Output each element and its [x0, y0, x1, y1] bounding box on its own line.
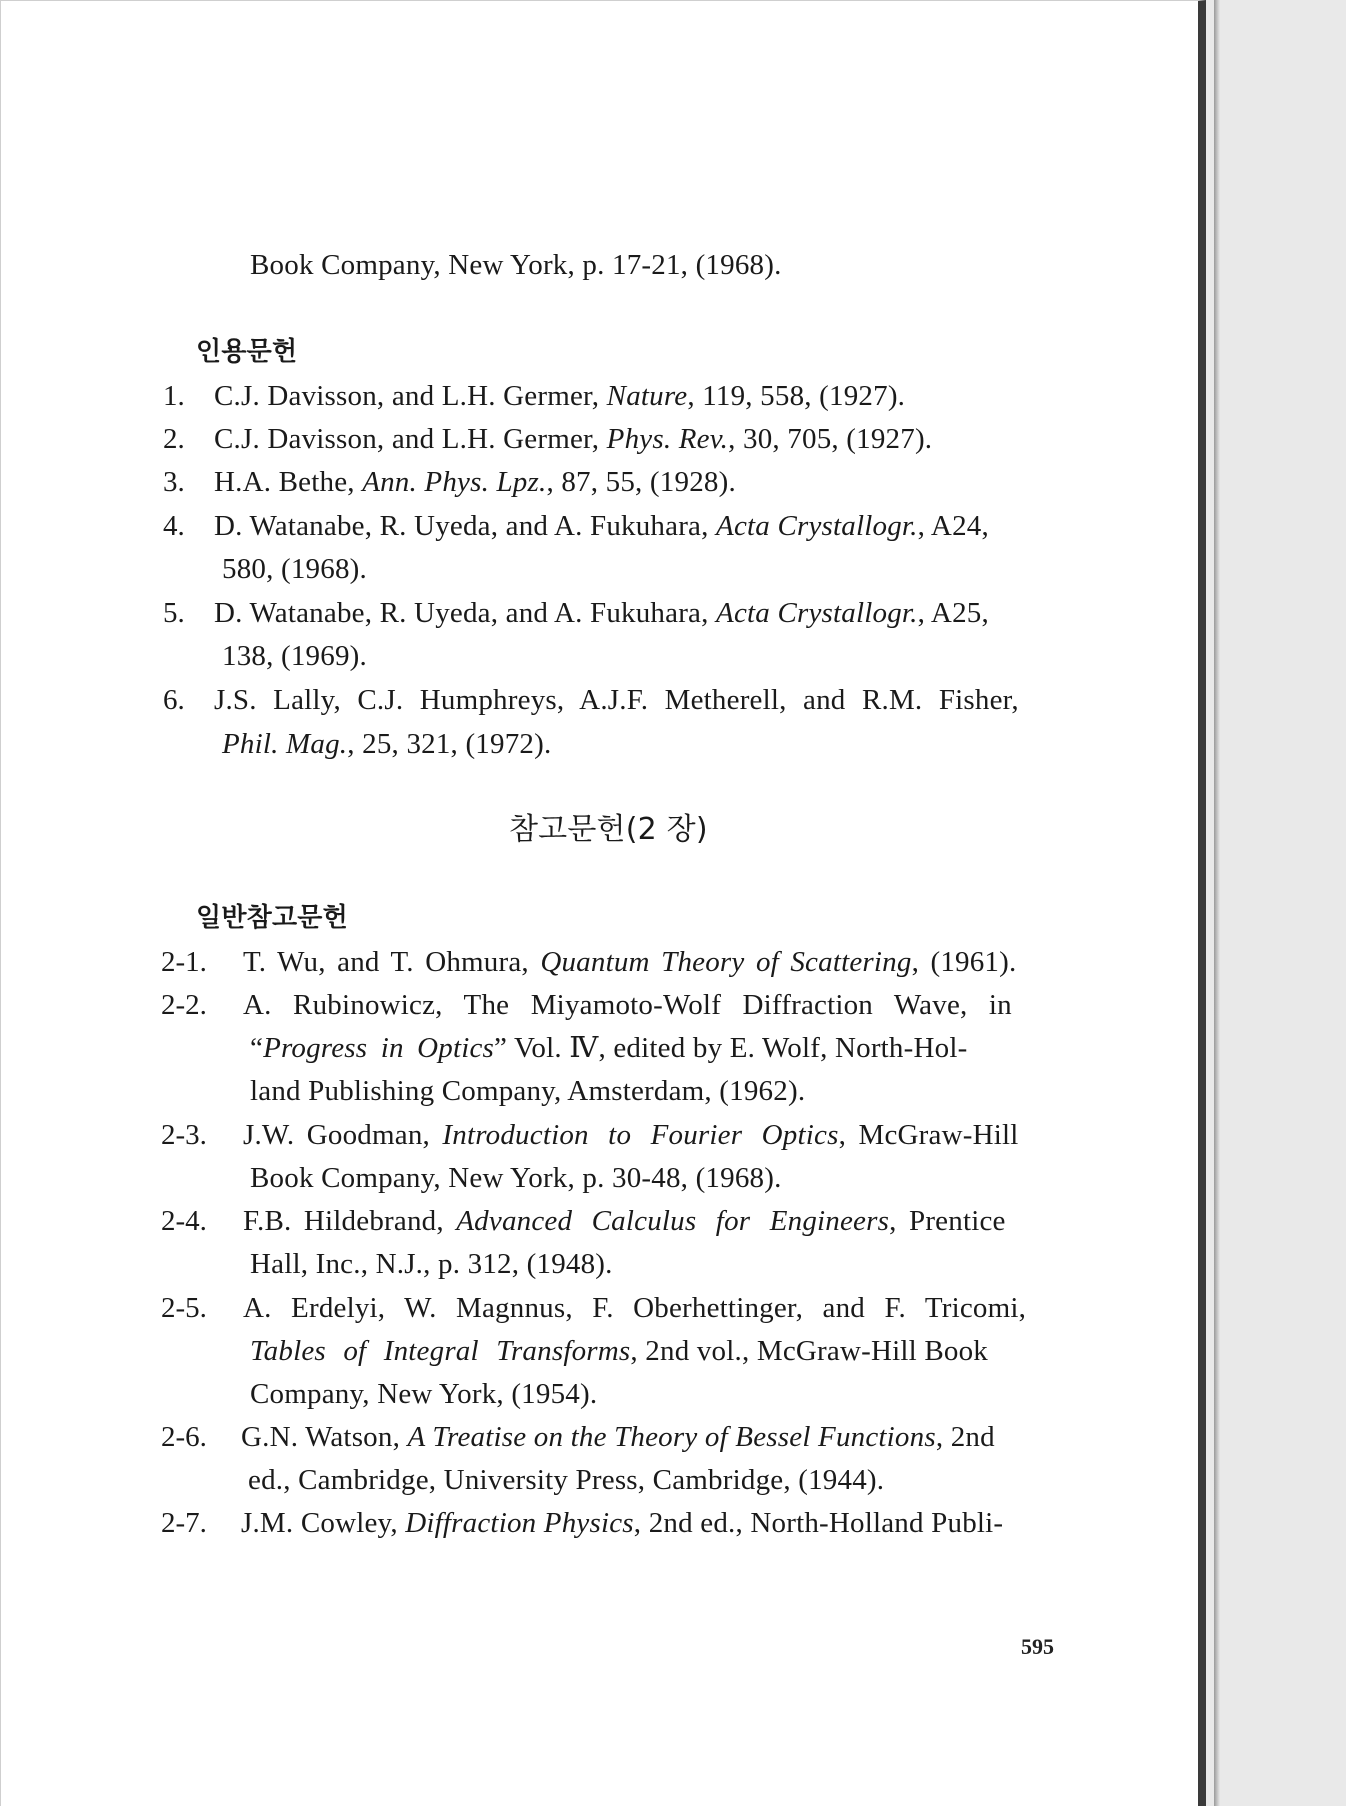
- ref-details: , Prentice: [889, 1205, 1006, 1237]
- page-number: 595: [1021, 1634, 1054, 1659]
- ref-journal: Acta Crystallogr.: [716, 510, 918, 542]
- ref-number: 2-3.: [161, 1119, 207, 1151]
- ref-title: Advanced Calculus for Engineers: [456, 1205, 890, 1237]
- ref-journal: Nature: [606, 380, 688, 412]
- ref-number: 6.: [163, 684, 185, 716]
- ref-details: , 2nd: [935, 1421, 995, 1453]
- ref-authors: J.M. Cowley,: [241, 1507, 406, 1539]
- ref-journal: Phil. Mag.: [222, 728, 348, 760]
- chapter-references-title: 참고문헌(2 장): [509, 812, 708, 847]
- ref-details: , 2nd vol., McGraw-Hill Book: [630, 1335, 988, 1367]
- ref-continuation: 138, (1969).: [222, 640, 367, 672]
- ref-line-2: Hall, Inc., N.J., p. 312, (1948).: [250, 1248, 613, 1280]
- ref-authors: J.W. Goodman,: [243, 1119, 443, 1151]
- ref-number: 2-7.: [161, 1507, 207, 1539]
- ref-number: 2-4.: [161, 1205, 207, 1237]
- ref-number: 3.: [163, 466, 185, 498]
- page-edge-shadow: [1214, 0, 1220, 1806]
- ref-continuation: 580, (1968).: [222, 553, 367, 585]
- ref-number: 2.: [163, 423, 185, 455]
- ref-line-1: A. Rubinowicz, The Miyamoto-Wolf Diffraction Wave, in: [243, 989, 1012, 1021]
- ref-number: 2-1.: [161, 946, 207, 978]
- ref-journal: Ann. Phys. Lpz.: [362, 466, 547, 498]
- ref-details: , A25,: [917, 597, 989, 629]
- ref-journal: Phys. Rev.: [606, 423, 729, 455]
- ref-number: 2-6.: [161, 1421, 207, 1453]
- ref-authors: G.N. Watson,: [241, 1421, 408, 1453]
- ref-authors: J.S. Lally, C.J. Humphreys, A.J.F. Metherell, and R.M. Fisher,: [214, 684, 1019, 716]
- general-references-heading: 일반참고문헌: [196, 903, 348, 933]
- carryover-line: Book Company, New York, p. 17-21, (1968).: [250, 249, 782, 281]
- ref-journal: Acta Crystallogr.: [716, 597, 918, 629]
- cited-references-heading: 인용문헌: [196, 337, 298, 367]
- ref-details: , 2nd ed., North-Holland Publi-: [633, 1507, 1004, 1539]
- ref-title: A Treatise on the Theory of Bessel Functions: [407, 1421, 936, 1453]
- ref-details: , McGraw-Hill: [838, 1119, 1019, 1151]
- ref-number: 2-2.: [161, 989, 207, 1021]
- ref-title: Quantum Theory of Scattering: [540, 946, 912, 978]
- ref-line-3: Company, New York, (1954).: [250, 1378, 598, 1410]
- ref-title: Tables of Integral Transforms: [250, 1335, 631, 1367]
- ref-title: Progress in Optics: [263, 1032, 495, 1064]
- ref-number: 5.: [163, 597, 185, 629]
- ref-number: 2-5.: [161, 1292, 207, 1324]
- ref-details: , 25, 321, (1972).: [347, 728, 552, 760]
- ref-authors: F.B. Hildebrand,: [243, 1205, 457, 1237]
- ref-authors: C.J. Davisson, and L.H. Germer,: [214, 380, 607, 412]
- ref-details: , 119, 558, (1927).: [687, 380, 906, 412]
- ref-authors: D. Watanabe, R. Uyeda, and A. Fukuhara,: [214, 597, 717, 629]
- ref-details: , 30, 705, (1927).: [728, 423, 933, 455]
- ref-line-1: A. Erdelyi, W. Magnnus, F. Oberhettinger, and F. Tricomi,: [243, 1292, 1027, 1324]
- ref-number: 1.: [163, 380, 185, 412]
- ref-quote-open: “: [250, 1032, 264, 1064]
- ref-authors: T. Wu, and T. Ohmura,: [243, 946, 541, 978]
- ref-authors: D. Watanabe, R. Uyeda, and A. Fukuhara,: [214, 510, 717, 542]
- ref-authors: C.J. Davisson, and L.H. Germer,: [214, 423, 607, 455]
- ref-authors: H.A. Bethe,: [214, 466, 363, 498]
- ref-line-3: land Publishing Company, Amsterdam, (1962).: [250, 1075, 806, 1107]
- ref-details: , 87, 55, (1928).: [546, 466, 736, 498]
- ref-title: Introduction to Fourier Optics: [442, 1119, 839, 1151]
- ref-title: Diffraction Physics: [405, 1507, 634, 1539]
- ref-details: , A24,: [917, 510, 989, 542]
- ref-details: , (1961).: [911, 946, 1017, 978]
- ref-details: ” Vol. Ⅳ, edited by E. Wolf, North-Hol-: [494, 1032, 968, 1064]
- ref-line-2: Book Company, New York, p. 30-48, (1968).: [250, 1162, 782, 1194]
- ref-number: 4.: [163, 510, 185, 542]
- ref-line-2: ed., Cambridge, University Press, Cambridge, (1944).: [248, 1464, 885, 1496]
